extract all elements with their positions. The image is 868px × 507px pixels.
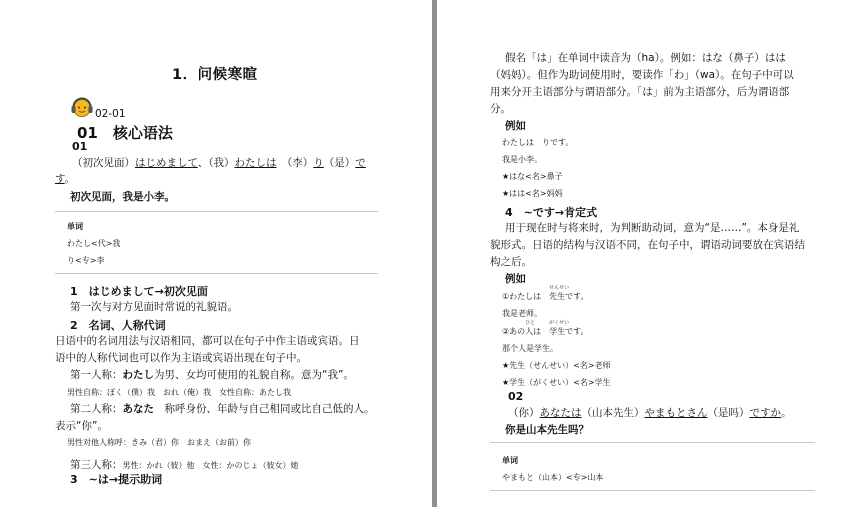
example-text: ①わたしは	[502, 292, 550, 301]
para1-line: 分。	[490, 103, 511, 115]
furigana-word	[549, 320, 570, 337]
vocab-item: わたし<代>我	[67, 239, 121, 248]
example-label: 例如	[505, 273, 526, 285]
sentence-part: り	[313, 157, 324, 169]
sentence-part: （山本先生）	[581, 407, 645, 419]
example-word: ★学生（がくせい）<名>学生	[502, 378, 611, 387]
para1-line: 假名「は」在单词中读音为（ha）。例如：はな（鼻子）はは	[505, 52, 786, 64]
vocab-item: やまもと（山本）<专>山本	[502, 473, 604, 482]
para1-line: （妈妈）。但作为助词使用时，要读作「わ」（wa）。在句子中可以	[490, 69, 794, 81]
audio-code: 02-01	[95, 108, 126, 120]
headphones-audio-icon[interactable]	[70, 96, 94, 118]
sentence-part: ですか	[749, 407, 781, 419]
kanji: 学生	[549, 327, 566, 336]
first-person-suffix: 为男、女均可使用的礼貌自称。意为“我”。	[154, 369, 354, 381]
third-person-prefix: 第三人称：	[70, 459, 123, 471]
para2-line: 貌形式。日语的结构与汉语不同，在句子中，谓语动词要放在宾语结	[490, 239, 805, 251]
sentence-part: （初次见面）	[72, 157, 135, 169]
second-person-line	[70, 402, 375, 416]
example-jp: わたしは りです。	[502, 138, 574, 147]
sentence-part: （李）	[276, 157, 314, 169]
first-person-note: 男性自称：ぼく（僕）我 おれ（俺）我 女性自称：あたし我	[67, 388, 291, 397]
example-word: ★はは<名>妈妈	[502, 189, 563, 198]
divider-line	[490, 490, 815, 491]
first-person-line	[70, 368, 354, 382]
right-page	[437, 0, 868, 507]
point1-body: 第一次与对方见面时常说的礼貌语。	[70, 301, 238, 313]
point2-body: 日语中的名词用法与汉语相同，都可以在句子中作主语或宾语。日	[55, 335, 360, 347]
sentence-number: 01	[72, 140, 88, 153]
second-person-prefix: 第二人称：	[70, 403, 123, 415]
third-person-note: 男性：かれ（彼）他 女性：かのじょ（彼女）她	[122, 461, 299, 470]
second-person-tail: 表示“你”。	[55, 420, 108, 432]
sentence2-translation: 你是山本先生吗？	[505, 424, 589, 436]
point3-heading: 3 ~は→提示助词	[70, 473, 163, 486]
sentence-part: 。	[781, 407, 792, 419]
key-sentence	[72, 156, 366, 170]
furigana: ひと	[525, 320, 536, 326]
example-word: ★先生（せんせい）<名>老师	[502, 361, 611, 370]
sentence-part: あなたは	[539, 407, 582, 419]
sentence-translation: 初次见面，我是小李。	[70, 191, 175, 203]
key-sentence-wrap	[55, 172, 75, 186]
example-text: です。	[565, 327, 589, 336]
first-person-word: わたし	[122, 369, 154, 381]
sentence-part: （是）	[323, 157, 356, 169]
divider-line	[55, 273, 378, 274]
divider-line	[55, 211, 378, 212]
point2-heading: 2 名词、人称代词	[70, 319, 166, 332]
left-page	[0, 0, 432, 507]
para2-line: 用于现在时与将来时，为判断助动词，意为“是……”。本身是礼	[505, 222, 800, 234]
sentence-part: で	[355, 157, 366, 169]
point1-heading: 1 はじめまして→初次见面	[70, 285, 208, 298]
sentence-part: （是吗）	[707, 407, 750, 419]
divider-line	[490, 442, 815, 443]
sentence-part: 。	[64, 173, 76, 185]
second-person-word: あなた	[122, 403, 154, 415]
example-text: ②あの	[502, 327, 526, 336]
sentence-part: 、（我）	[197, 157, 235, 169]
sentence-part: やまもとさん	[644, 407, 708, 419]
third-person-line	[70, 453, 299, 472]
para1-line: 用来分开主语部分与谓语部分。「は」前为主语部分，后为谓语部	[490, 86, 790, 98]
example-cn: 我是老师。	[502, 309, 542, 318]
furigana-word	[549, 285, 570, 302]
first-person-prefix: 第一人称：	[70, 369, 123, 381]
vocab-item: り<专>李	[67, 256, 105, 265]
furigana-word	[525, 320, 536, 337]
sentence2-number: 02	[508, 390, 524, 403]
vocab-label: 单词	[67, 222, 83, 231]
key-sentence-2	[508, 406, 792, 420]
sentence-part: （你）	[508, 407, 540, 419]
example-jp	[502, 320, 589, 337]
second-person-suffix: 称呼身份、年龄与自己相同或比自己低的人。	[154, 403, 375, 415]
section-heading: 01 核心语法	[77, 124, 173, 142]
point4-heading: 4 ~です→肯定式	[505, 206, 598, 219]
point2-body: 语中的人称代词也可以作为主语或宾语出现在句子中。	[55, 352, 307, 364]
lesson-title: 1．问候寒暄	[172, 67, 258, 83]
furigana: がくせい	[549, 320, 570, 326]
vocab-label: 单词	[502, 456, 518, 465]
second-person-note: 男性对他人称呼：きみ（君）你 おまえ（お前）你	[67, 438, 251, 447]
furigana: せんせい	[549, 285, 570, 291]
example-cn: 我是小李。	[502, 155, 542, 164]
example-text: です。	[565, 292, 589, 301]
example-word: ★はな<名>鼻子	[502, 172, 563, 181]
example-jp	[502, 285, 589, 302]
example-label: 例如	[505, 120, 526, 132]
example-text: は	[533, 327, 550, 336]
sentence-part: わたしは	[234, 157, 277, 169]
sentence-part: はじめまして	[135, 157, 198, 169]
sentence-part: す	[55, 173, 65, 185]
example-cn: 那个人是学生。	[502, 344, 558, 353]
para2-line: 构之后。	[490, 256, 532, 268]
kanji: 人	[525, 327, 534, 336]
kanji: 先生	[549, 292, 566, 301]
